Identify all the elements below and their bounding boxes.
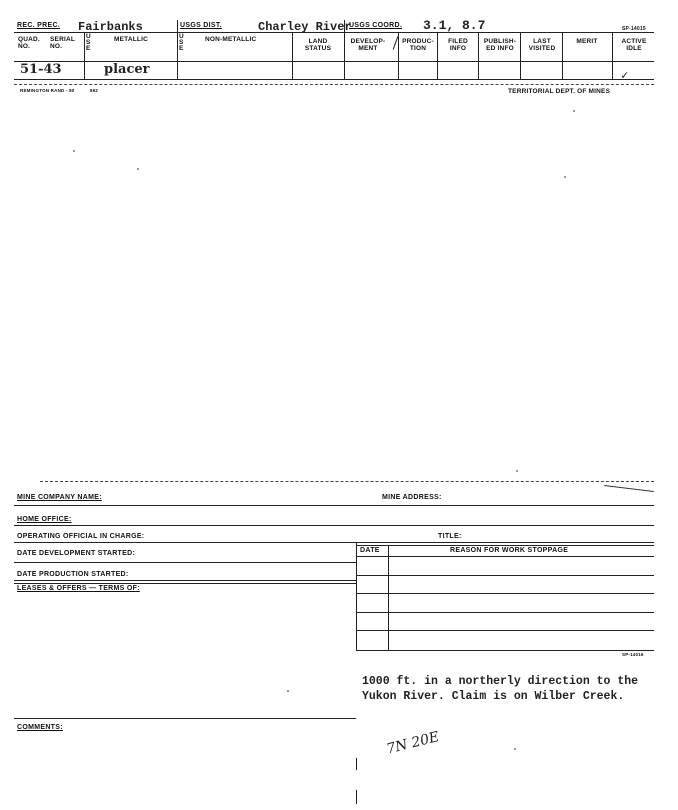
rule — [14, 505, 654, 506]
title-label: TITLE: — [438, 533, 462, 540]
active-idle-label: ACTIVE IDLE — [621, 38, 647, 52]
development-label: DEVELOP-MENT — [350, 38, 386, 52]
table-row-line — [356, 556, 654, 557]
serial-label: SERIAL NO. — [50, 36, 75, 50]
rule — [14, 525, 654, 526]
table-row-line — [356, 575, 654, 576]
col-divider — [177, 20, 178, 79]
scan-speck — [573, 110, 575, 112]
printer-num: 862 — [90, 88, 99, 93]
metallic-label: METALLIC — [114, 36, 148, 43]
col-divider — [478, 32, 479, 79]
handwritten-township: 7N 20E — [385, 729, 441, 758]
metallic-value: placer — [104, 62, 150, 77]
operating-official-label: OPERATING OFFICIAL IN CHARGE: — [17, 533, 145, 540]
usgs-coord-value: 3.1, 8.7 — [423, 18, 486, 33]
non-metallic-label: NON-METALLIC — [205, 36, 257, 43]
rec-prec-label: REC. PREC. — [17, 22, 61, 29]
col-divider — [612, 32, 613, 79]
table-divider — [388, 545, 389, 650]
usgs-coord-label: USGS COORD. — [349, 22, 403, 29]
edge-mark — [356, 758, 357, 770]
scan-speck — [137, 168, 139, 170]
quad-value: 51-43 — [20, 62, 62, 77]
scan-speck — [73, 150, 75, 152]
leases-offers-label: LEASES & OFFERS — TERMS OF: — [17, 585, 140, 592]
header-rule-1 — [14, 32, 654, 33]
usgs-dist-label: USGS DIST. — [180, 22, 222, 29]
col-divider — [562, 32, 563, 79]
date-production-label: DATE PRODUCTION STARTED: — [17, 571, 129, 578]
quad-label: QUAD. NO. — [18, 36, 40, 50]
rec-prec-value: Fairbanks — [78, 20, 143, 34]
scan-speck — [514, 748, 516, 750]
land-status-label: LAND STATUS — [304, 38, 332, 52]
mine-company-label: MINE COMPANY NAME: — [17, 494, 102, 501]
col-divider — [84, 32, 85, 79]
filed-info-label: FILED INFO — [448, 38, 468, 52]
location-note-line-2: Yukon River. Claim is on Wilber Creek. — [362, 690, 625, 703]
last-visited-label: LAST VISITED — [528, 38, 556, 52]
col-divider — [344, 20, 345, 79]
header-rule-3 — [14, 79, 654, 80]
rule — [14, 583, 356, 584]
mine-address-label: MINE ADDRESS: — [382, 494, 442, 501]
use-label-metallic: U S E — [86, 33, 91, 52]
form-code: SP-14015 — [622, 26, 646, 32]
date-column-label: DATE — [360, 547, 380, 554]
location-note — [362, 674, 638, 704]
rule — [14, 562, 356, 563]
form-code-2: SP-14016 — [622, 652, 644, 657]
table-row-line — [356, 593, 654, 594]
rule — [14, 580, 356, 581]
pencil-stroke — [604, 485, 654, 492]
home-office-label: HOME OFFICE: — [17, 516, 72, 523]
department-label: TERRITORIAL DEPT. OF MINES — [508, 88, 611, 95]
dashed-rule — [14, 84, 654, 85]
usgs-dist-value: Charley River — [258, 20, 352, 34]
scan-speck — [564, 176, 566, 178]
rule — [356, 545, 654, 546]
table-row-line — [356, 630, 654, 631]
col-divider — [437, 32, 438, 79]
reason-stoppage-label: REASON FOR WORK STOPPAGE — [450, 547, 569, 554]
card-top-dashed — [40, 481, 654, 482]
location-note-line-1: 1000 ft. in a northerly direction to the — [362, 675, 639, 688]
table-row-line — [356, 650, 654, 651]
edge-mark — [356, 790, 357, 804]
active-check-mark: ✓ — [621, 69, 629, 83]
col-divider — [520, 32, 521, 79]
production-label: PRODUC-TION — [402, 38, 434, 52]
use-label-non-metallic: U S E — [179, 33, 184, 52]
date-development-label: DATE DEVELOPMENT STARTED: — [17, 550, 136, 557]
comments-label: COMMENTS: — [17, 724, 63, 731]
rule — [14, 542, 654, 543]
published-info-label: PUBLISH-ED INFO — [483, 38, 517, 52]
rule — [14, 718, 356, 719]
table-row-line — [356, 612, 654, 613]
col-divider — [292, 32, 293, 79]
printer-code: REMINGTON RAND - 80 — [20, 88, 75, 93]
scan-speck — [516, 470, 518, 472]
scan-speck — [287, 690, 289, 692]
table-border — [356, 542, 357, 650]
merit-label: MERIT — [576, 38, 598, 45]
